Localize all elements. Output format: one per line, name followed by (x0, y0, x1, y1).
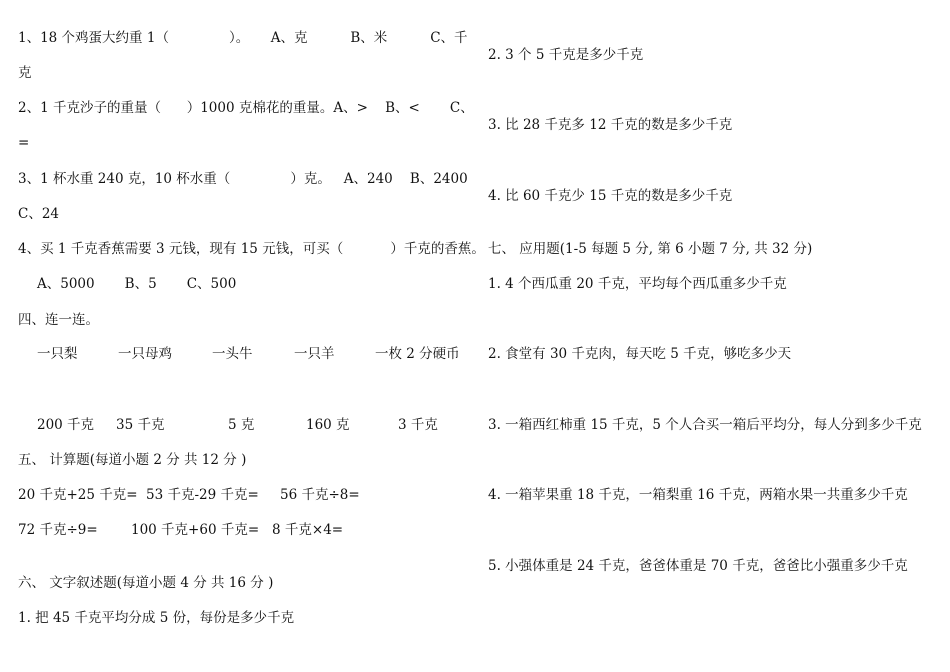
match-item: 一只梨 (37, 346, 78, 362)
question-1-line-2: 克 (18, 65, 32, 81)
question-3-line-2: C、24 (18, 206, 60, 222)
question-2-line-2: = (18, 135, 30, 151)
match-item: 一枚 2 分硬币 (375, 346, 460, 362)
calc-item: 56 千克÷8= (280, 487, 360, 503)
calc-item: 72 千克÷9= (18, 522, 98, 538)
section-4-title: 四、连一连。 (18, 312, 99, 328)
section-7-question-1: 1. 4 个西瓜重 20 千克，平均每个西瓜重多少千克 (488, 276, 787, 292)
match-weight: 5 克 (228, 417, 255, 433)
question-4-line-1: 4、买 1 千克香蕉需要 3 元钱，现有 15 元钱，可买（ ）千克的香蕉。 (18, 241, 485, 257)
match-item: 一只母鸡 (118, 346, 172, 362)
question-3-line-1: 3、1 杯水重 240 克，10 杯水重（ ）克。 A、240 B、2400 (18, 171, 468, 187)
match-item: 一头牛 (212, 346, 253, 362)
match-weights-row (18, 415, 458, 435)
section-7-title: 七、 应用题(1-5 每题 5 分, 第 6 小题 7 分, 共 32 分) (488, 241, 813, 257)
calc-item: 8 千克×4= (272, 522, 344, 538)
question-1-line-1: 1、18 个鸡蛋大约重 1（ ）。 A、克 B、米 C、千 (18, 30, 468, 46)
section-6-question-4: 4. 比 60 千克少 15 千克的数是多少千克 (488, 188, 733, 204)
match-weight: 3 千克 (398, 417, 438, 433)
section-6-question-2: 2. 3 个 5 千克是多少千克 (488, 47, 644, 63)
section-6-question-1: 1. 把 45 千克平均分成 5 份，每份是多少千克 (18, 610, 295, 626)
match-item: 一只羊 (294, 346, 335, 362)
question-2-line-1: 2、1 千克沙子的重量（ ）1000 克棉花的重量。A、> B、< C、 (18, 100, 474, 116)
match-weight: 200 千克 (37, 417, 95, 433)
section-7-question-2: 2. 食堂有 30 千克肉，每天吃 5 千克，够吃多少天 (488, 346, 792, 362)
match-weight: 160 克 (306, 417, 350, 433)
match-weight: 35 千克 (116, 417, 165, 433)
calc-item: 100 千克+60 千克= (131, 522, 260, 538)
calc-item: 53 千克-29 千克= (146, 487, 259, 503)
section-6-question-3: 3. 比 28 千克多 12 千克的数是多少千克 (488, 117, 733, 133)
section-7-question-5: 5. 小强体重是 24 千克，爸爸体重是 70 千克，爸爸比小强重多少千克 (488, 558, 908, 574)
calc-row-1 (18, 485, 458, 505)
calc-item: 20 千克+25 千克= (18, 487, 138, 503)
section-7-question-4: 4. 一箱苹果重 18 千克，一箱梨重 16 千克，两箱水果一共重多少千克 (488, 487, 908, 503)
calc-row-2 (18, 520, 458, 540)
question-4-options: A、5000 B、5 C、500 (37, 276, 237, 292)
section-7-question-3: 3. 一箱西红柿重 15 千克，5 个人合买一箱后平均分，每人分到多少千克 (488, 417, 922, 433)
section-6-title: 六、 文字叙述题(每道小题 4 分 共 16 分 ) (18, 575, 274, 591)
match-items-row (18, 344, 458, 364)
section-5-title: 五、 计算题(每道小题 2 分 共 12 分 ) (18, 452, 247, 468)
